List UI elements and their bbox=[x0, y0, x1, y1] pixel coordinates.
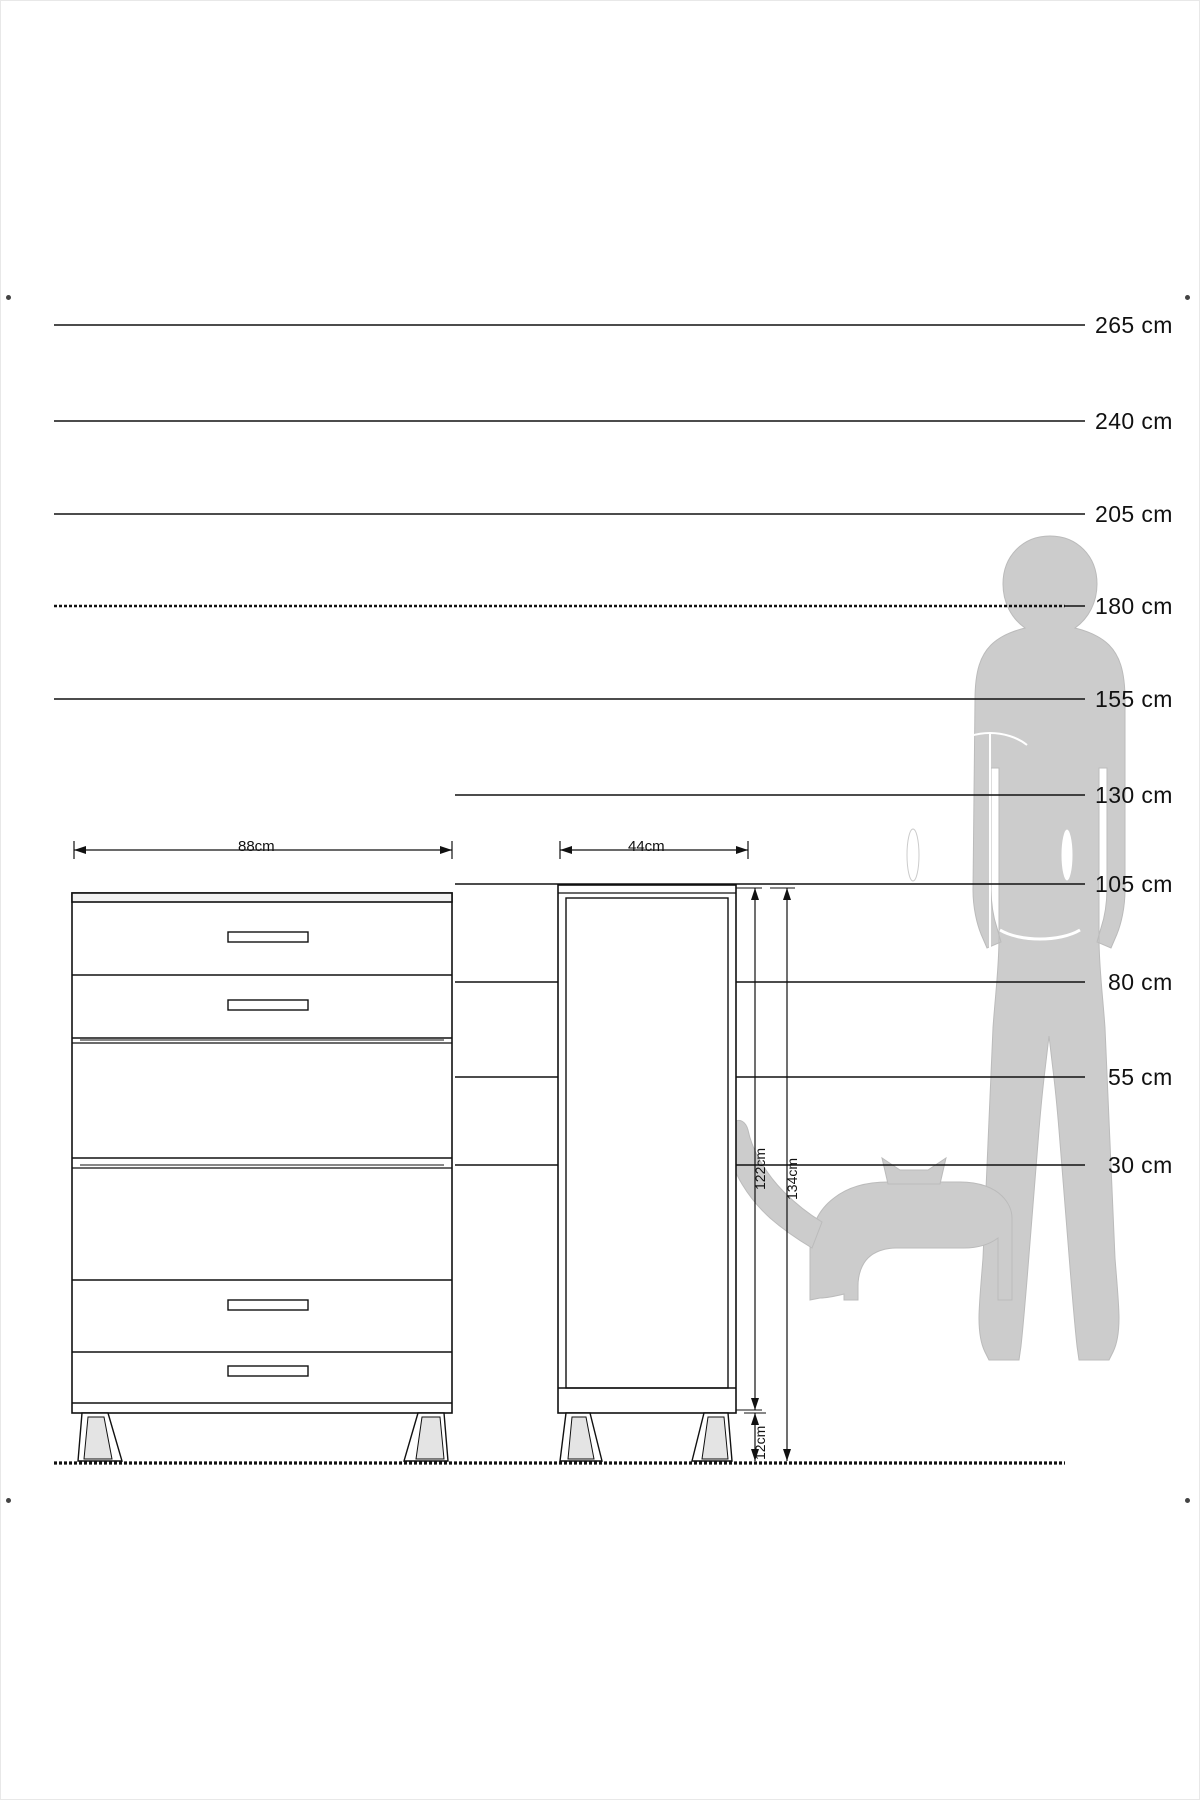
dimension-label-cabinet-width: 44cm bbox=[628, 838, 665, 855]
tall-cabinet bbox=[558, 885, 736, 1461]
scale-label-265: 265 cm bbox=[1095, 312, 1173, 338]
scale-label-80: 80 cm bbox=[1108, 969, 1173, 995]
scale-label-155: 155 cm bbox=[1095, 686, 1173, 712]
chest-of-drawers bbox=[72, 893, 452, 1461]
scale-label-180: 180 cm bbox=[1095, 593, 1173, 619]
scale-label-240: 240 cm bbox=[1095, 408, 1173, 434]
dimension-label-dresser-width: 88cm bbox=[238, 838, 275, 855]
scale-label-55: 55 cm bbox=[1108, 1064, 1173, 1090]
scale-label-30: 30 cm bbox=[1108, 1152, 1173, 1178]
dimension-label-leg-height: 12cm bbox=[752, 1425, 768, 1460]
registration-dot-top-right bbox=[1185, 295, 1190, 300]
registration-dot-bottom-right bbox=[1185, 1498, 1190, 1503]
scale-label-130: 130 cm bbox=[1095, 782, 1173, 808]
scale-label-105: 105 cm bbox=[1095, 871, 1173, 897]
scale-label-205: 205 cm bbox=[1095, 501, 1173, 527]
cat-silhouette bbox=[727, 1120, 1012, 1300]
registration-dot-top-left bbox=[6, 295, 11, 300]
dimension-label-cabinet-body-height: 122cm bbox=[752, 1147, 768, 1190]
dimension-label-cabinet-total-height: 134cm bbox=[784, 1157, 800, 1200]
registration-dot-bottom-left bbox=[6, 1498, 11, 1503]
